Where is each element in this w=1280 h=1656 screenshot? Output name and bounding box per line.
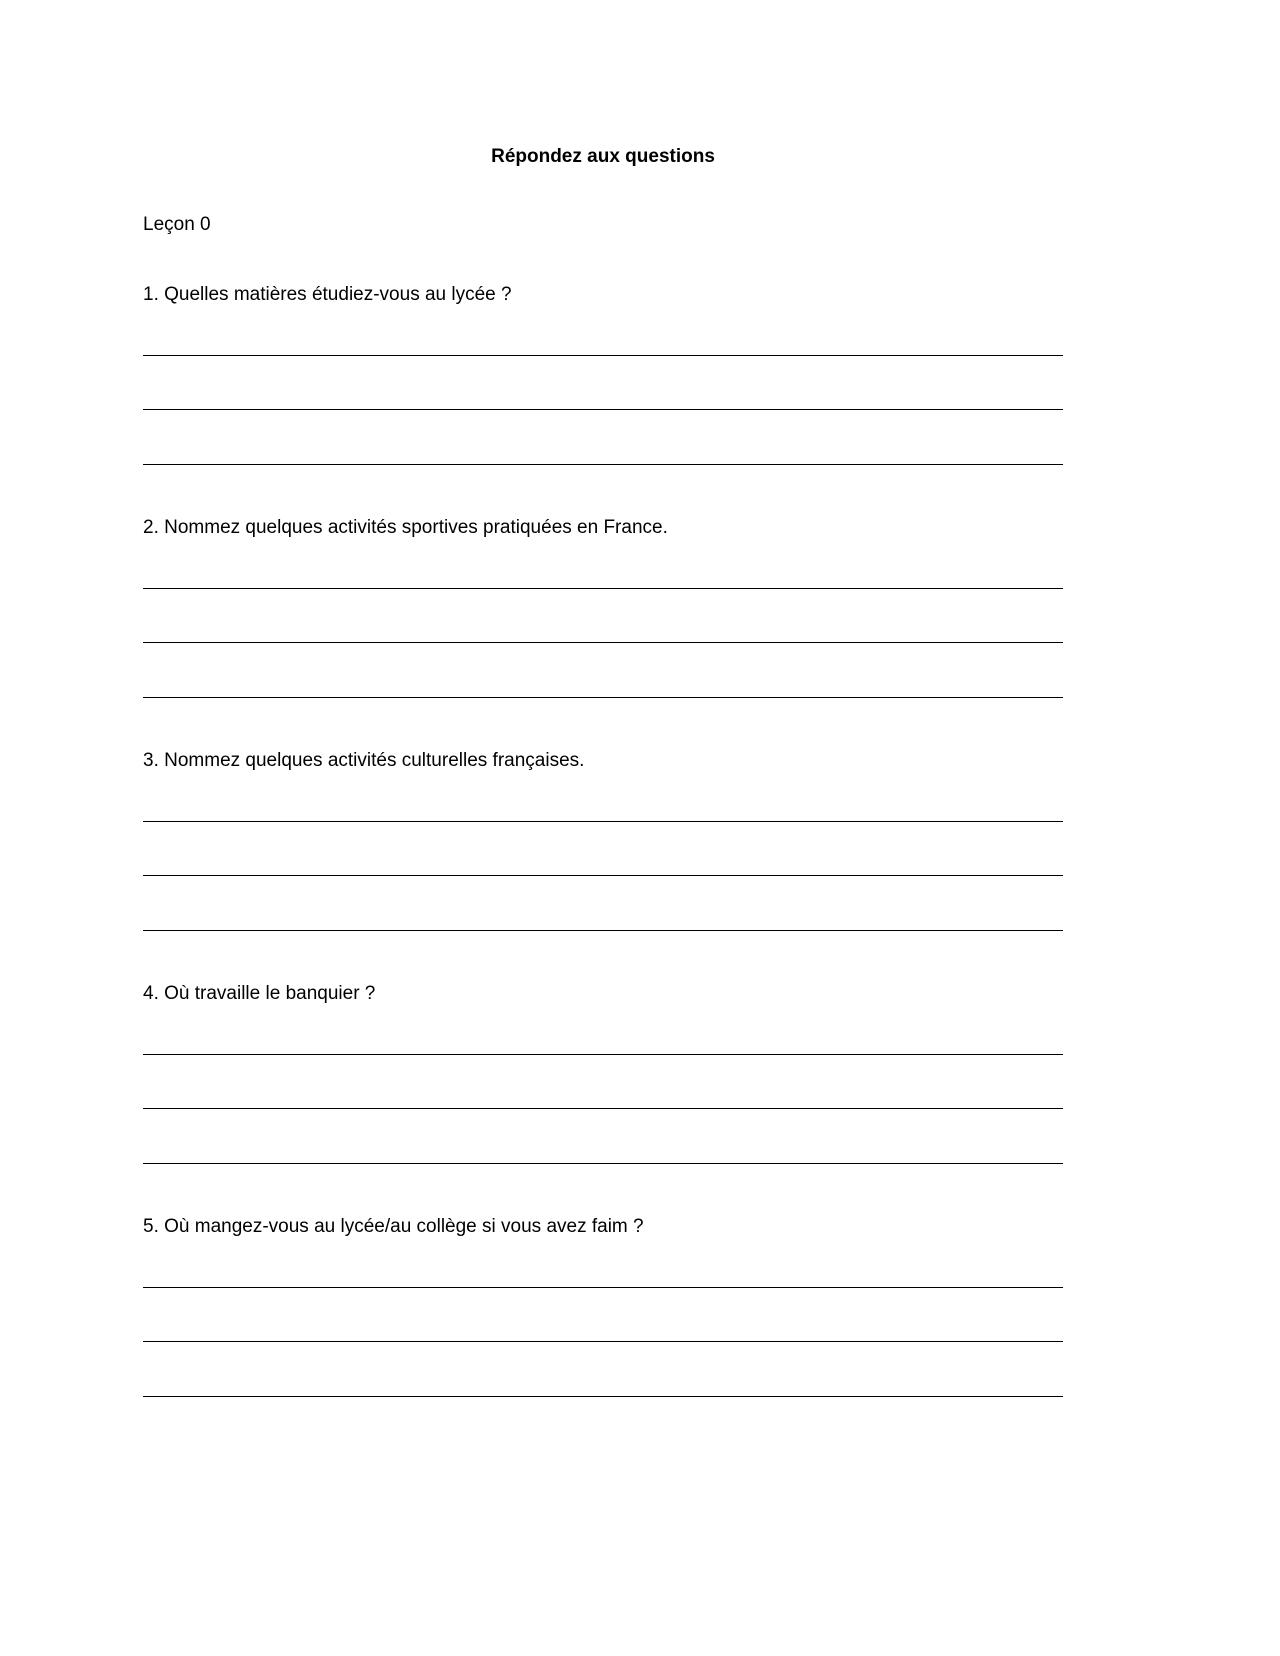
answer-rule <box>143 697 1063 698</box>
answer-line[interactable] <box>143 850 1063 905</box>
answer-rule <box>143 875 1063 876</box>
answer-rule <box>143 464 1063 465</box>
answer-rule <box>143 930 1063 931</box>
worksheet-page <box>143 123 1063 1425</box>
answer-rule <box>143 588 1063 589</box>
question-section <box>143 959 1063 1192</box>
answer-rule <box>143 821 1063 822</box>
answer-line[interactable] <box>143 563 1063 618</box>
answer-line[interactable] <box>143 905 1063 960</box>
answer-rule <box>143 642 1063 643</box>
lesson-label: Leçon 0 <box>143 214 211 235</box>
answer-rule <box>143 1287 1063 1288</box>
answer-rule <box>143 1108 1063 1109</box>
question-list <box>143 260 1063 1425</box>
answer-line[interactable] <box>143 1083 1063 1138</box>
question-section <box>143 1192 1063 1425</box>
answer-line[interactable] <box>143 1371 1063 1426</box>
answer-line[interactable] <box>143 796 1063 851</box>
question-section <box>143 493 1063 726</box>
question-text: 1. Quelles matières étudiez-vous au lycée ? <box>143 284 512 306</box>
question-text: 2. Nommez quelques activités sportives pratiquées en France. <box>143 517 668 539</box>
question-section <box>143 260 1063 493</box>
question-section <box>143 726 1063 959</box>
question-text: 5. Où mangez-vous au lycée/au collège si vous avez faim ? <box>143 1216 644 1238</box>
worksheet-title: Répondez aux questions <box>491 146 715 167</box>
answer-line[interactable] <box>143 672 1063 727</box>
answer-line[interactable] <box>143 384 1063 439</box>
answer-rule <box>143 1341 1063 1342</box>
answer-rule <box>143 355 1063 356</box>
answer-rule <box>143 1163 1063 1164</box>
answer-rule <box>143 1054 1063 1055</box>
answer-line[interactable] <box>143 330 1063 385</box>
answer-rule <box>143 409 1063 410</box>
answer-line[interactable] <box>143 1029 1063 1084</box>
answer-line[interactable] <box>143 439 1063 494</box>
answer-rule <box>143 1396 1063 1397</box>
question-text: 4. Où travaille le banquier ? <box>143 983 376 1005</box>
answer-line[interactable] <box>143 617 1063 672</box>
answer-line[interactable] <box>143 1138 1063 1193</box>
answer-line[interactable] <box>143 1316 1063 1371</box>
answer-line[interactable] <box>143 1262 1063 1317</box>
question-text: 3. Nommez quelques activités culturelles françaises. <box>143 750 585 772</box>
